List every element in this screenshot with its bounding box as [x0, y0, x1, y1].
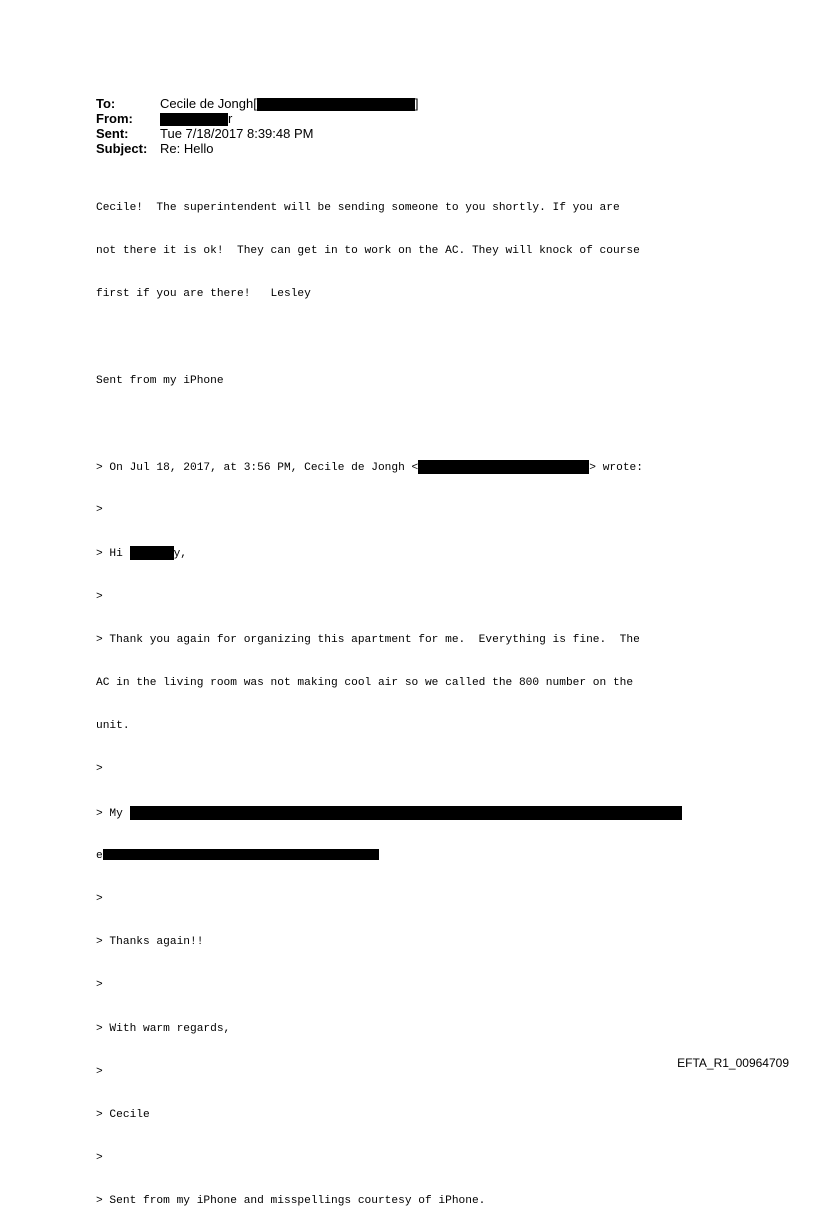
redaction-box: [103, 849, 379, 860]
body-line: not there it is ok! They can get in to work on the AC. They will knock of course: [96, 245, 640, 258]
to-label: To:: [96, 96, 116, 111]
subject-value: Re: Hello: [160, 141, 214, 156]
quote-line: > Sent from my iPhone and misspellings courtesy of iPhone.: [96, 1195, 486, 1208]
my-start: > My: [96, 807, 130, 820]
my-line: [96, 806, 682, 820]
email-body: [96, 172, 682, 1223]
hi-line: [96, 546, 682, 560]
sent-from-line: Sent from my iPhone: [96, 374, 224, 387]
quote-marker: >: [96, 504, 103, 517]
quote-line: unit.: [96, 720, 130, 733]
subject-label: Subject:: [96, 141, 148, 156]
blank-line: [96, 417, 682, 431]
from-label: From:: [96, 111, 133, 126]
body-line: first if you are there! Lesley: [96, 288, 311, 301]
quote-marker: >: [96, 1065, 103, 1078]
redaction-box: [418, 460, 589, 474]
quote-marker: >: [96, 590, 103, 603]
to-value: [160, 96, 418, 111]
from-tail: r: [228, 111, 233, 126]
redacted-line: [96, 849, 682, 863]
quote-line: > Thank you again for organizing this apartment for me. Everything is fine. The: [96, 633, 640, 646]
document-id: EFTA_R1_00964709: [677, 1056, 789, 1070]
quote-header: [96, 460, 682, 474]
to-close: ]: [414, 96, 419, 111]
quote-header-end: > wrote:: [589, 461, 643, 474]
redaction-box: [130, 546, 174, 560]
quote-marker: >: [96, 893, 103, 906]
quote-line: > With warm regards,: [96, 1022, 231, 1035]
to-name: Cecile de Jongh[: [160, 96, 257, 111]
quote-line: > Thanks again!!: [96, 936, 204, 949]
from-value: [160, 111, 232, 126]
redaction-box: [257, 98, 415, 111]
hi-start: > Hi: [96, 548, 130, 561]
hi-end: y,: [173, 548, 188, 561]
quote-marker: >: [96, 763, 103, 776]
redaction-box: [130, 806, 682, 820]
quote-line: AC in the living room was not making cool air so we called the 800 number on the: [96, 677, 634, 690]
quote-marker: >: [96, 1152, 103, 1165]
body-line: Cecile! The superintendent will be sending someone to you shortly. If you are: [96, 201, 620, 214]
e-char: e: [96, 849, 103, 862]
blank-line: [96, 330, 682, 344]
sent-value: Tue 7/18/2017 8:39:48 PM: [160, 126, 314, 141]
quote-line: > Cecile: [96, 1109, 150, 1122]
sent-label: Sent:: [96, 126, 129, 141]
quote-marker: >: [96, 979, 103, 992]
quote-header-start: > On Jul 18, 2017, at 3:56 PM, Cecile de Jongh <: [96, 461, 419, 474]
redaction-box: [160, 113, 228, 126]
